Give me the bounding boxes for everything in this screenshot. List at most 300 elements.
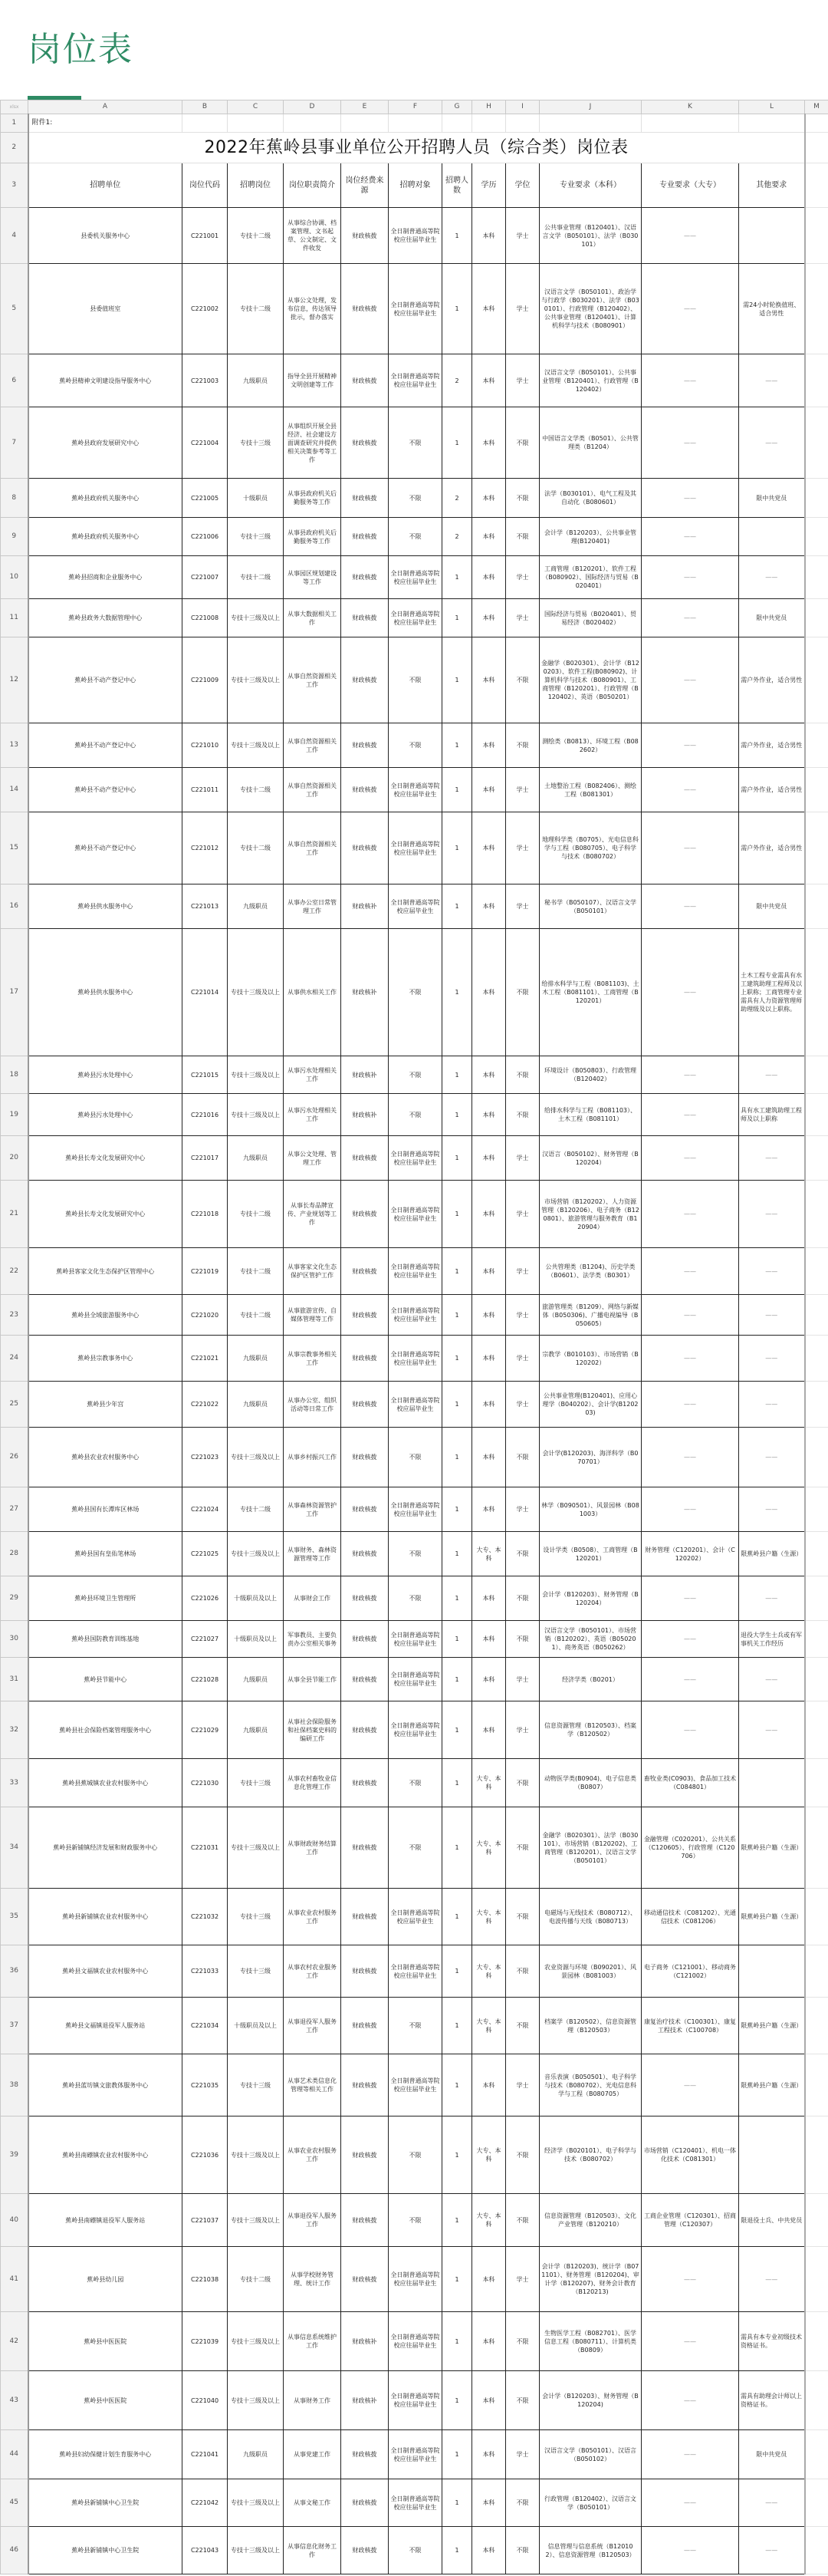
major-bachelor-cell[interactable]: 国际经济与贸易（B020401）、贸易经济（B020402） xyxy=(540,599,642,637)
fund-cell[interactable]: 财政核拨 xyxy=(341,768,389,812)
unit-cell[interactable]: 蕉岭县政务大数据管理中心 xyxy=(28,599,182,637)
target-cell[interactable]: 全日制普通高等院校应往届毕业生 xyxy=(389,354,442,407)
row-header[interactable]: 4 xyxy=(1,208,28,264)
other-req-cell[interactable]: —— xyxy=(739,354,805,407)
empty-cell[interactable] xyxy=(805,1576,828,1621)
duty-cell[interactable]: 从事财务工作 xyxy=(284,2371,341,2430)
empty-cell[interactable] xyxy=(805,2527,828,2574)
count-cell[interactable]: 1 xyxy=(442,1759,472,1807)
target-cell[interactable]: 全日制普通高等院校应往届毕业生 xyxy=(389,2312,442,2371)
target-cell[interactable]: 全日制普通高等院校应往届毕业生 xyxy=(389,1945,442,1998)
major-college-cell[interactable]: —— xyxy=(642,1382,739,1428)
header-edu[interactable]: 学历 xyxy=(472,163,506,208)
education-cell[interactable]: 本科 xyxy=(472,1382,506,1428)
code-cell[interactable]: C221014 xyxy=(182,929,228,1056)
degree-cell[interactable]: 学士 xyxy=(506,354,540,407)
other-req-cell[interactable] xyxy=(739,518,805,556)
other-req-cell[interactable]: 需具有本专业初级技术资格证书。 xyxy=(739,2312,805,2371)
fund-cell[interactable]: 财政核拨 xyxy=(341,2247,389,2312)
row-header[interactable]: 39 xyxy=(1,2116,28,2194)
major-bachelor-cell[interactable]: 土地整治工程（B082406）、测绘工程（B081301） xyxy=(540,768,642,812)
empty-cell[interactable] xyxy=(182,114,228,133)
empty-cell[interactable] xyxy=(805,1295,828,1336)
target-cell[interactable]: 不限 xyxy=(389,723,442,768)
major-bachelor-cell[interactable]: 秘书学（B050107）、汉语言文学（B050101） xyxy=(540,884,642,929)
education-cell[interactable]: 本科 xyxy=(472,1094,506,1136)
major-college-cell[interactable]: 市场营销（C120401）、机电一体化技术（C081301） xyxy=(642,2116,739,2194)
major-college-cell[interactable]: —— xyxy=(642,2479,739,2527)
empty-cell[interactable] xyxy=(805,1889,828,1945)
fund-cell[interactable]: 财政核拨 xyxy=(341,2527,389,2574)
major-bachelor-cell[interactable]: 工商管理（B120201）、软件工程（B080902）、国际经济与贸易（B020401） xyxy=(540,556,642,599)
row-header[interactable]: 35 xyxy=(1,1889,28,1945)
education-cell[interactable]: 本科 xyxy=(472,2527,506,2574)
degree-cell[interactable]: 不限 xyxy=(506,1576,540,1621)
unit-cell[interactable]: 蕉岭县南礤镇退役军人服务站 xyxy=(28,2194,182,2247)
count-cell[interactable]: 1 xyxy=(442,2247,472,2312)
code-cell[interactable]: C221030 xyxy=(182,1759,228,1807)
major-college-cell[interactable]: —— xyxy=(642,407,739,479)
degree-cell[interactable]: 不限 xyxy=(506,479,540,518)
row-header[interactable]: 24 xyxy=(1,1336,28,1382)
count-cell[interactable]: 1 xyxy=(442,884,472,929)
fund-cell[interactable]: 财政核拨 xyxy=(341,264,389,354)
code-cell[interactable]: C221019 xyxy=(182,1248,228,1295)
duty-cell[interactable]: 从事公文处理，发布信息，传达领导批示，督办落实 xyxy=(284,264,341,354)
major-college-cell[interactable]: —— xyxy=(642,1487,739,1532)
major-bachelor-cell[interactable]: 测绘类（B0813）、环境工程（B082602） xyxy=(540,723,642,768)
education-cell[interactable]: 本科 xyxy=(472,1658,506,1701)
degree-cell[interactable]: 不限 xyxy=(506,2312,540,2371)
target-cell[interactable]: 全日制普通高等院校应届毕业生 xyxy=(389,884,442,929)
major-bachelor-cell[interactable]: 会计学（B120203)、统计学（B071101）、财务管理（B120204)、审计学（B120207)、财务会计教育（B120213) xyxy=(540,2247,642,2312)
major-college-cell[interactable]: —— xyxy=(642,1094,739,1136)
count-cell[interactable]: 1 xyxy=(442,929,472,1056)
post-cell[interactable]: 专技十三级及以上 xyxy=(228,2371,284,2430)
education-cell[interactable]: 大专、本科 xyxy=(472,1807,506,1889)
empty-cell[interactable] xyxy=(805,264,828,354)
empty-cell[interactable] xyxy=(805,208,828,264)
education-cell[interactable]: 本科 xyxy=(472,556,506,599)
column-header[interactable]: A xyxy=(28,100,182,114)
fund-cell[interactable]: 财政核拨 xyxy=(341,1428,389,1487)
degree-cell[interactable]: 学士 xyxy=(506,1336,540,1382)
other-req-cell[interactable]: 需户外作业，适合男性 xyxy=(739,768,805,812)
fund-cell[interactable]: 财政核拨 xyxy=(341,1248,389,1295)
empty-cell[interactable] xyxy=(805,1945,828,1998)
row-header[interactable]: 36 xyxy=(1,1945,28,1998)
unit-cell[interactable]: 蕉岭县宗教事务中心 xyxy=(28,1336,182,1382)
major-college-cell[interactable]: —— xyxy=(642,1621,739,1658)
code-cell[interactable]: C221016 xyxy=(182,1094,228,1136)
unit-cell[interactable]: 蕉岭县政府机关服务中心 xyxy=(28,479,182,518)
degree-cell[interactable]: 不限 xyxy=(506,1056,540,1094)
header-num[interactable]: 招聘人数 xyxy=(442,163,472,208)
duty-cell[interactable]: 从事综合协调、档案管理、文书起草、公文制定、文件收发 xyxy=(284,208,341,264)
code-cell[interactable]: C221033 xyxy=(182,1945,228,1998)
duty-cell[interactable]: 从事文秘工作 xyxy=(284,2479,341,2527)
code-cell[interactable]: C221022 xyxy=(182,1382,228,1428)
fund-cell[interactable]: 财政核拨 xyxy=(341,2430,389,2479)
fund-cell[interactable]: 财政核拨 xyxy=(341,1181,389,1248)
post-cell[interactable]: 专技十三级及以上 xyxy=(228,2312,284,2371)
code-cell[interactable]: C221034 xyxy=(182,1998,228,2054)
count-cell[interactable]: 1 xyxy=(442,637,472,723)
empty-cell[interactable] xyxy=(805,556,828,599)
duty-cell[interactable]: 从事办公室、组织活动等日常工作 xyxy=(284,1382,341,1428)
column-header[interactable]: D xyxy=(284,100,341,114)
count-cell[interactable]: 1 xyxy=(442,1181,472,1248)
degree-cell[interactable]: 学士 xyxy=(506,812,540,884)
degree-cell[interactable]: 学士 xyxy=(506,768,540,812)
target-cell[interactable]: 不限 xyxy=(389,479,442,518)
duty-cell[interactable]: 从事农村农业服务工作 xyxy=(284,1945,341,1998)
empty-cell[interactable] xyxy=(228,114,284,133)
select-all-corner[interactable]: xlsx xyxy=(1,100,28,114)
major-bachelor-cell[interactable]: 行政管理（B120402）、汉语言文学（B050101） xyxy=(540,2479,642,2527)
major-bachelor-cell[interactable]: 林学（B090501）、风景园林（B081003） xyxy=(540,1487,642,1532)
education-cell[interactable]: 本科 xyxy=(472,208,506,264)
fund-cell[interactable]: 财政核拨 xyxy=(341,599,389,637)
post-cell[interactable]: 专技十三级及以上 xyxy=(228,1532,284,1576)
unit-cell[interactable]: 蕉岭县客家文化生态保护区管理中心 xyxy=(28,1248,182,1295)
code-cell[interactable]: C221032 xyxy=(182,1889,228,1945)
row-header[interactable]: 31 xyxy=(1,1658,28,1701)
code-cell[interactable]: C221021 xyxy=(182,1336,228,1382)
unit-cell[interactable]: 蕉岭县蕉城镇农业农村服务中心 xyxy=(28,1759,182,1807)
row-header[interactable]: 33 xyxy=(1,1759,28,1807)
major-college-cell[interactable]: —— xyxy=(642,2054,739,2116)
duty-cell[interactable]: 从事社会保险服务和社保档案史料的编研工作 xyxy=(284,1701,341,1759)
target-cell[interactable]: 全日制普通高等院校应往届毕业生 xyxy=(389,599,442,637)
empty-cell[interactable] xyxy=(805,1487,828,1532)
unit-cell[interactable]: 蕉岭县蓝坊镇文旅教体服务中心 xyxy=(28,2054,182,2116)
code-cell[interactable]: C221001 xyxy=(182,208,228,264)
target-cell[interactable]: 全日制普通高等院校应往届毕业生 xyxy=(389,1701,442,1759)
count-cell[interactable]: 1 xyxy=(442,1889,472,1945)
fund-cell[interactable]: 财政核拨 xyxy=(341,1807,389,1889)
degree-cell[interactable]: 不限 xyxy=(506,1428,540,1487)
other-req-cell[interactable]: 限中共党员 xyxy=(739,884,805,929)
post-cell[interactable]: 九级职员 xyxy=(228,354,284,407)
post-cell[interactable]: 专技十二级 xyxy=(228,1487,284,1532)
unit-cell[interactable]: 蕉岭县少年宫 xyxy=(28,1382,182,1428)
empty-cell[interactable] xyxy=(805,1336,828,1382)
duty-cell[interactable]: 从事全县节能工作 xyxy=(284,1658,341,1701)
major-bachelor-cell[interactable]: 信息管理与信息系统（B120102）、信息资源管理（B120503） xyxy=(540,2527,642,2574)
target-cell[interactable]: 全日制普通高等院校应往届毕业生 xyxy=(389,768,442,812)
target-cell[interactable]: 全日制普通高等院校应往届毕业生 xyxy=(389,2430,442,2479)
count-cell[interactable]: 2 xyxy=(442,479,472,518)
post-cell[interactable]: 专技十二级 xyxy=(228,2247,284,2312)
education-cell[interactable]: 本科 xyxy=(472,1701,506,1759)
degree-cell[interactable]: 不限 xyxy=(506,2527,540,2574)
column-header[interactable]: J xyxy=(540,100,642,114)
empty-cell[interactable] xyxy=(805,1621,828,1658)
unit-cell[interactable]: 蕉岭县中医医院 xyxy=(28,2371,182,2430)
count-cell[interactable]: 1 xyxy=(442,2479,472,2527)
empty-cell[interactable] xyxy=(805,1998,828,2054)
degree-cell[interactable]: 不限 xyxy=(506,2116,540,2194)
degree-cell[interactable]: 不限 xyxy=(506,1094,540,1136)
fund-cell[interactable]: 财政核拨 xyxy=(341,1487,389,1532)
duty-cell[interactable]: 从事组织开展全县经济、社会建设方面调查研究并提供相关决策参考等工作 xyxy=(284,407,341,479)
count-cell[interactable]: 1 xyxy=(442,2054,472,2116)
row-header[interactable]: 14 xyxy=(1,768,28,812)
fund-cell[interactable]: 财政核拨 xyxy=(341,637,389,723)
major-college-cell[interactable]: 财务管理（C120201）、会计（C120202） xyxy=(642,1532,739,1576)
code-cell[interactable]: C221007 xyxy=(182,556,228,599)
degree-cell[interactable]: 不限 xyxy=(506,1945,540,1998)
degree-cell[interactable]: 学士 xyxy=(506,2247,540,2312)
count-cell[interactable]: 1 xyxy=(442,812,472,884)
degree-cell[interactable]: 学士 xyxy=(506,599,540,637)
other-req-cell[interactable]: —— xyxy=(739,556,805,599)
duty-cell[interactable]: 从事污水处理相关工作 xyxy=(284,1056,341,1094)
other-req-cell[interactable]: 需24小时轮换值班、适合男性 xyxy=(739,264,805,354)
fund-cell[interactable]: 财政核拨 xyxy=(341,1945,389,1998)
count-cell[interactable]: 1 xyxy=(442,599,472,637)
duty-cell[interactable]: 从事自然资源相关工作 xyxy=(284,723,341,768)
unit-cell[interactable]: 蕉岭县国有长潭库区林场 xyxy=(28,1487,182,1532)
post-cell[interactable]: 专技十二级 xyxy=(228,208,284,264)
degree-cell[interactable]: 不限 xyxy=(506,2371,540,2430)
unit-cell[interactable]: 蕉岭县国有皇佑笔林场 xyxy=(28,1532,182,1576)
row-header[interactable]: 16 xyxy=(1,884,28,929)
target-cell[interactable]: 全日制普通高等院校应往届毕业生 xyxy=(389,1248,442,1295)
empty-cell[interactable] xyxy=(540,114,642,133)
fund-cell[interactable]: 财政核拨 xyxy=(341,2054,389,2116)
degree-cell[interactable]: 学士 xyxy=(506,2430,540,2479)
degree-cell[interactable]: 不限 xyxy=(506,1807,540,1889)
major-college-cell[interactable]: —— xyxy=(642,1295,739,1336)
fund-cell[interactable]: 财政核拨 xyxy=(341,1621,389,1658)
count-cell[interactable]: 1 xyxy=(442,208,472,264)
code-cell[interactable]: C221041 xyxy=(182,2430,228,2479)
degree-cell[interactable]: 学士 xyxy=(506,1658,540,1701)
other-req-cell[interactable]: —— xyxy=(739,1056,805,1094)
empty-cell[interactable] xyxy=(389,114,442,133)
empty-cell[interactable] xyxy=(805,1056,828,1094)
major-college-cell[interactable]: —— xyxy=(642,1428,739,1487)
post-cell[interactable]: 专技十三级 xyxy=(228,1945,284,1998)
post-cell[interactable]: 九级职员 xyxy=(228,1136,284,1181)
row-header[interactable]: 45 xyxy=(1,2479,28,2527)
row-header[interactable]: 3 xyxy=(1,163,28,208)
duty-cell[interactable]: 从事乡村振兴工作 xyxy=(284,1428,341,1487)
unit-cell[interactable]: 蕉岭县精神文明建设指导服务中心 xyxy=(28,354,182,407)
unit-cell[interactable]: 蕉岭县污水处理中心 xyxy=(28,1056,182,1094)
fund-cell[interactable]: 财政核拨 xyxy=(341,2116,389,2194)
post-cell[interactable]: 专技十三级 xyxy=(228,407,284,479)
fund-cell[interactable]: 财政核补 xyxy=(341,2312,389,2371)
unit-cell[interactable]: 蕉岭县农业农村服务中心 xyxy=(28,1428,182,1487)
row-header[interactable]: 2 xyxy=(1,133,28,163)
fund-cell[interactable]: 财政核拨 xyxy=(341,479,389,518)
empty-cell[interactable] xyxy=(805,2054,828,2116)
other-req-cell[interactable]: 需户外作业，适合男性 xyxy=(739,723,805,768)
empty-cell[interactable] xyxy=(805,1658,828,1701)
empty-cell[interactable] xyxy=(805,2312,828,2371)
other-req-cell[interactable] xyxy=(739,208,805,264)
duty-cell[interactable]: 从事办公室日常管理工作 xyxy=(284,884,341,929)
unit-cell[interactable]: 蕉岭县供水服务中心 xyxy=(28,884,182,929)
education-cell[interactable]: 本科 xyxy=(472,1248,506,1295)
header-other[interactable]: 其他要求 xyxy=(739,163,805,208)
count-cell[interactable]: 1 xyxy=(442,2430,472,2479)
row-header[interactable]: 6 xyxy=(1,354,28,407)
major-college-cell[interactable]: —— xyxy=(642,812,739,884)
education-cell[interactable]: 大专、本科 xyxy=(472,2194,506,2247)
degree-cell[interactable]: 学士 xyxy=(506,1701,540,1759)
major-college-cell[interactable]: —— xyxy=(642,2371,739,2430)
unit-cell[interactable]: 蕉岭县全域旅游服务中心 xyxy=(28,1295,182,1336)
degree-cell[interactable]: 不限 xyxy=(506,2194,540,2247)
fund-cell[interactable]: 财政核补 xyxy=(341,929,389,1056)
target-cell[interactable]: 全日制普通高等院校应往届毕业生 xyxy=(389,264,442,354)
empty-cell[interactable] xyxy=(506,114,540,133)
target-cell[interactable]: 不限 xyxy=(389,1576,442,1621)
row-header[interactable]: 28 xyxy=(1,1532,28,1576)
target-cell[interactable]: 不限 xyxy=(389,2527,442,2574)
post-cell[interactable]: 专技十三级及以上 xyxy=(228,599,284,637)
education-cell[interactable]: 本科 xyxy=(472,2247,506,2312)
major-bachelor-cell[interactable]: 法学（B030101）、电气工程及其自动化（B080601） xyxy=(540,479,642,518)
major-bachelor-cell[interactable]: 公共事业管理(B120401)、应用心理学（B040202）、会计学(B120203) xyxy=(540,1382,642,1428)
other-req-cell[interactable]: —— xyxy=(739,2527,805,2574)
count-cell[interactable]: 1 xyxy=(442,2371,472,2430)
header-fund[interactable]: 岗位经费来源 xyxy=(341,163,389,208)
unit-cell[interactable]: 蕉岭县社会保险档案管理服务中心 xyxy=(28,1701,182,1759)
unit-cell[interactable]: 蕉岭县政府机关服务中心 xyxy=(28,518,182,556)
duty-cell[interactable]: 从事大数据相关工作 xyxy=(284,599,341,637)
count-cell[interactable]: 1 xyxy=(442,1701,472,1759)
empty-cell[interactable] xyxy=(805,2430,828,2479)
other-req-cell[interactable]: —— xyxy=(739,1428,805,1487)
post-cell[interactable]: 专技十三级及以上 xyxy=(228,2116,284,2194)
fund-cell[interactable]: 财政核拨 xyxy=(341,1998,389,2054)
row-header[interactable]: 11 xyxy=(1,599,28,637)
fund-cell[interactable]: 财政核补 xyxy=(341,2371,389,2430)
post-cell[interactable]: 专技十三级及以上 xyxy=(228,1056,284,1094)
empty-cell[interactable] xyxy=(805,354,828,407)
empty-cell[interactable] xyxy=(805,1181,828,1248)
empty-cell[interactable] xyxy=(442,114,472,133)
other-req-cell[interactable]: —— xyxy=(739,1382,805,1428)
degree-cell[interactable]: 不限 xyxy=(506,1759,540,1807)
degree-cell[interactable]: 不限 xyxy=(506,2479,540,2527)
other-req-cell[interactable]: 需具有助理会计师以上资格证书。 xyxy=(739,2371,805,2430)
post-cell[interactable]: 专技十二级 xyxy=(228,768,284,812)
row-header[interactable]: 30 xyxy=(1,1621,28,1658)
degree-cell[interactable]: 不限 xyxy=(506,518,540,556)
unit-cell[interactable]: 蕉岭县文福镇农业农村服务中心 xyxy=(28,1945,182,1998)
code-cell[interactable]: C221038 xyxy=(182,2247,228,2312)
education-cell[interactable]: 本科 xyxy=(472,599,506,637)
other-req-cell[interactable]: 限蕉岭县户籍（生源） xyxy=(739,2054,805,2116)
attachment-label[interactable]: 附件1: xyxy=(28,114,182,133)
count-cell[interactable]: 1 xyxy=(442,2194,472,2247)
row-header[interactable]: 8 xyxy=(1,479,28,518)
major-college-cell[interactable]: 畜牧业类(C0903)、食品加工技术（C084801） xyxy=(642,1759,739,1807)
post-cell[interactable]: 专技十二级 xyxy=(228,1181,284,1248)
unit-cell[interactable]: 蕉岭县妇幼保健计划生育服务中心 xyxy=(28,2430,182,2479)
target-cell[interactable]: 不限 xyxy=(389,2116,442,2194)
fund-cell[interactable]: 财政核拨 xyxy=(341,208,389,264)
other-req-cell[interactable]: 限中共党员 xyxy=(739,479,805,518)
count-cell[interactable]: 1 xyxy=(442,1056,472,1094)
duty-cell[interactable]: 从事自然资源相关工作 xyxy=(284,637,341,723)
duty-cell[interactable]: 从事污水处理相关工作 xyxy=(284,1094,341,1136)
other-req-cell[interactable]: —— xyxy=(739,1658,805,1701)
post-cell[interactable]: 专技十三级及以上 xyxy=(228,1428,284,1487)
post-cell[interactable]: 专技十三级及以上 xyxy=(228,929,284,1056)
major-bachelor-cell[interactable]: 动物医学类(B0904)、电子信息类（B0807） xyxy=(540,1759,642,1807)
duty-cell[interactable]: 从事供水相关工作 xyxy=(284,929,341,1056)
education-cell[interactable]: 本科 xyxy=(472,2430,506,2479)
major-college-cell[interactable]: —— xyxy=(642,1181,739,1248)
row-header[interactable]: 44 xyxy=(1,2430,28,2479)
duty-cell[interactable]: 从事园区规划建设等工作 xyxy=(284,556,341,599)
major-bachelor-cell[interactable]: 市场营销（B120202）、人力资源管理（B120206）、电子商务（B120801）、旅游管理与服务教育（B120904） xyxy=(540,1181,642,1248)
fund-cell[interactable]: 财政核拨 xyxy=(341,2194,389,2247)
duty-cell[interactable]: 从事信息系统维护工作 xyxy=(284,2312,341,2371)
count-cell[interactable]: 1 xyxy=(442,723,472,768)
empty-cell[interactable] xyxy=(805,1428,828,1487)
major-college-cell[interactable]: —— xyxy=(642,1336,739,1382)
empty-cell[interactable] xyxy=(805,1136,828,1181)
other-req-cell[interactable]: —— xyxy=(739,1701,805,1759)
major-bachelor-cell[interactable]: 金融学（B020301）、会计学（B120203）、软件工程(B080902)、计算机科学与技术（B080901）、工商管理（B120201）、行政管理（B120402）、英语（B050201） xyxy=(540,637,642,723)
fund-cell[interactable]: 财政核拨 xyxy=(341,1658,389,1701)
major-bachelor-cell[interactable]: 汉语言文学（B050101）、汉语言（B050102） xyxy=(540,2430,642,2479)
post-cell[interactable]: 十级职员及以上 xyxy=(228,1998,284,2054)
count-cell[interactable]: 1 xyxy=(442,1998,472,2054)
target-cell[interactable]: 不限 xyxy=(389,1056,442,1094)
education-cell[interactable]: 本科 xyxy=(472,884,506,929)
post-cell[interactable]: 专技十二级 xyxy=(228,556,284,599)
fund-cell[interactable]: 财政核补 xyxy=(341,884,389,929)
unit-cell[interactable]: 蕉岭县新铺镇农业农村服务中心 xyxy=(28,1889,182,1945)
code-cell[interactable]: C221013 xyxy=(182,884,228,929)
target-cell[interactable]: 全日制普通高等院校应往届毕业生 xyxy=(389,1621,442,1658)
degree-cell[interactable]: 学士 xyxy=(506,1382,540,1428)
degree-cell[interactable]: 学士 xyxy=(506,1181,540,1248)
code-cell[interactable]: C221015 xyxy=(182,1056,228,1094)
target-cell[interactable]: 全日制普通高等院校应往届毕业生 xyxy=(389,1181,442,1248)
post-cell[interactable]: 专技十三级及以上 xyxy=(228,723,284,768)
fund-cell[interactable]: 财政核拨 xyxy=(341,1532,389,1576)
row-header[interactable]: 32 xyxy=(1,1701,28,1759)
unit-cell[interactable]: 蕉岭县南礤镇农业农村服务中心 xyxy=(28,2116,182,2194)
header-duty[interactable]: 岗位职责简介 xyxy=(284,163,341,208)
fund-cell[interactable]: 财政核拨 xyxy=(341,723,389,768)
major-college-cell[interactable]: —— xyxy=(642,479,739,518)
other-req-cell[interactable]: —— xyxy=(739,407,805,479)
row-header[interactable]: 21 xyxy=(1,1181,28,1248)
major-college-cell[interactable]: —— xyxy=(642,929,739,1056)
empty-cell[interactable] xyxy=(805,599,828,637)
row-header[interactable]: 19 xyxy=(1,1094,28,1136)
row-header[interactable]: 29 xyxy=(1,1576,28,1621)
education-cell[interactable]: 本科 xyxy=(472,1336,506,1382)
code-cell[interactable]: C221003 xyxy=(182,354,228,407)
row-header[interactable]: 18 xyxy=(1,1056,28,1094)
code-cell[interactable]: C221043 xyxy=(182,2527,228,2574)
education-cell[interactable]: 本科 xyxy=(472,2479,506,2527)
other-req-cell[interactable]: 土木工程专业需具有水工建筑助理工程师及以上职称；工商管理专业需具有人力资源管理师助理级及以上职称。 xyxy=(739,929,805,1056)
code-cell[interactable]: C221024 xyxy=(182,1487,228,1532)
